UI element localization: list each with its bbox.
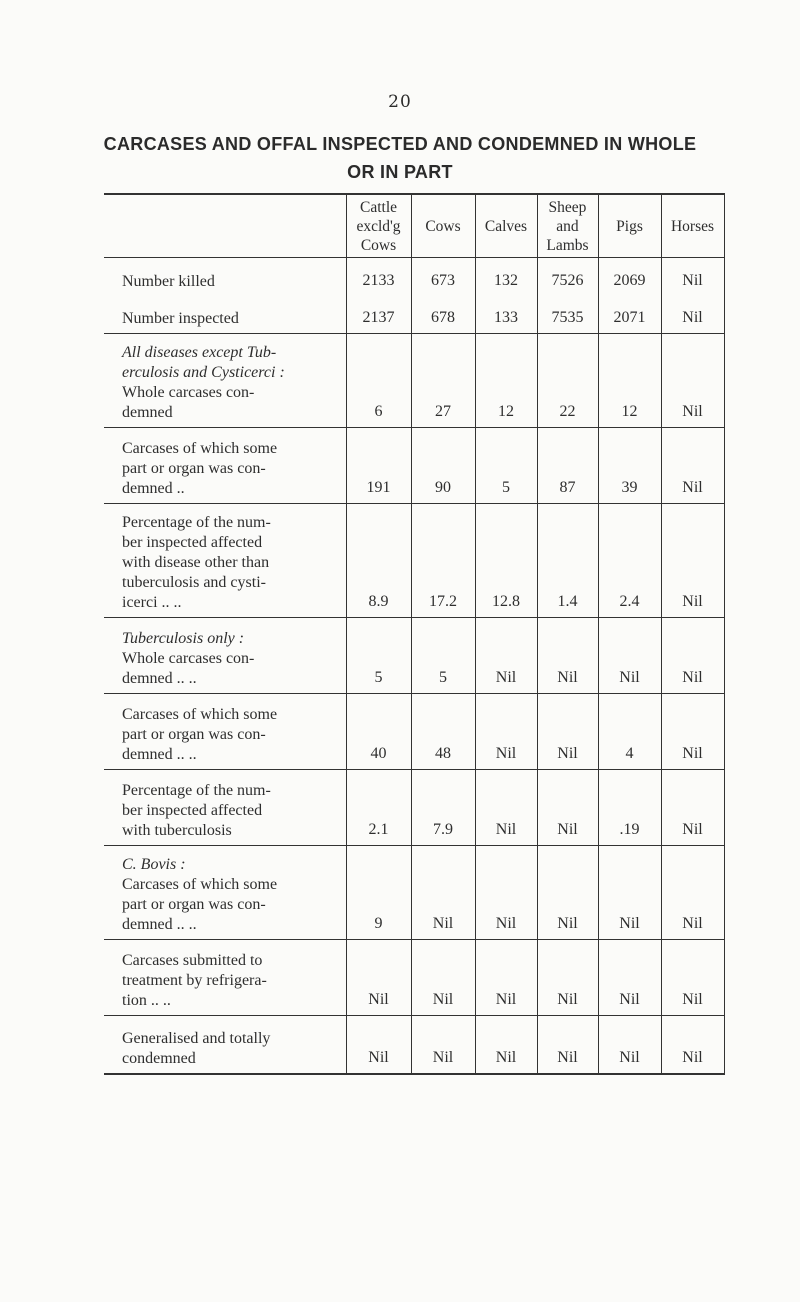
row-label: Percentage of the num- ber inspected affected with disease other than tuberculosis and cysti- icerci .. ..: [104, 504, 346, 618]
table-row: [104, 846, 724, 940]
table-cell: Nil: [411, 1016, 475, 1074]
row-label: Number inspected: [104, 296, 346, 334]
row-label: Generalised and totally condemned: [104, 1016, 346, 1074]
table-row: [104, 770, 724, 846]
row-label: C. Bovis : Carcases of which some part or organ was con- demned .. ..: [104, 846, 346, 940]
table-cell: 132: [475, 258, 537, 296]
table-cell: Nil: [475, 618, 537, 694]
table-cell: Nil: [475, 694, 537, 770]
table-cell: Nil: [661, 770, 724, 846]
row-label: Carcases submitted to treatment by refrigera- tion .. ..: [104, 940, 346, 1016]
header-blank-cell: [104, 194, 346, 258]
table-cell: Nil: [598, 940, 661, 1016]
row-label: Tuberculosis only : Whole carcases con- demned .. ..: [104, 618, 346, 694]
table-cell: 40: [346, 694, 411, 770]
column-header: Horses: [661, 194, 724, 258]
table-cell: Nil: [346, 1016, 411, 1074]
table-cell: 5: [346, 618, 411, 694]
table-cell: 2071: [598, 296, 661, 334]
table-cell: Nil: [661, 258, 724, 296]
table-cell: Nil: [661, 296, 724, 334]
table-cell: Nil: [537, 846, 598, 940]
table-cell: Nil: [661, 846, 724, 940]
table-cell: Nil: [537, 618, 598, 694]
table-row: [104, 504, 724, 618]
column-header: Cattle excld'g Cows: [346, 194, 411, 258]
table-row: [104, 334, 724, 428]
table-cell: Nil: [661, 940, 724, 1016]
table-row: [104, 296, 724, 334]
table-cell: 8.9: [346, 504, 411, 618]
table-cell: Nil: [537, 770, 598, 846]
table-row: [104, 940, 724, 1016]
table-cell: 133: [475, 296, 537, 334]
table-row: [104, 258, 724, 296]
table-cell: Nil: [598, 1016, 661, 1074]
table-cell: 9: [346, 846, 411, 940]
table-cell: Nil: [661, 334, 724, 428]
table-cell: Nil: [661, 618, 724, 694]
table-cell: Nil: [598, 846, 661, 940]
table-cell: 5: [411, 618, 475, 694]
table-cell: 4: [598, 694, 661, 770]
column-header: Calves: [475, 194, 537, 258]
column-header: Pigs: [598, 194, 661, 258]
table-row: [104, 618, 724, 694]
row-label: Carcases of which some part or organ was con- demned .. ..: [104, 694, 346, 770]
row-label: Number killed: [104, 258, 346, 296]
table-cell: 27: [411, 334, 475, 428]
table-cell: 17.2: [411, 504, 475, 618]
table-cell: Nil: [661, 694, 724, 770]
table-cell: Nil: [661, 1016, 724, 1074]
table-cell: 2069: [598, 258, 661, 296]
header-row: [104, 194, 724, 258]
table-cell: 12.8: [475, 504, 537, 618]
table-cell: Nil: [598, 618, 661, 694]
column-header: Sheep and Lambs: [537, 194, 598, 258]
row-label: All diseases except Tub- erculosis and Cysticerci : Whole carcases con- demned: [104, 334, 346, 428]
row-label: Carcases of which some part or organ was con- demned ..: [104, 428, 346, 504]
row-label: Percentage of the num- ber inspected affected with tuberculosis: [104, 770, 346, 846]
table-cell: 12: [475, 334, 537, 428]
page-title: CARCASES AND OFFAL INSPECTED AND CONDEMNED IN WHOLE OR IN PART: [103, 134, 697, 182]
table-cell: Nil: [661, 428, 724, 504]
table-cell: 2.1: [346, 770, 411, 846]
table-cell: 7526: [537, 258, 598, 296]
page-number: 20: [388, 92, 412, 112]
table-cell: Nil: [475, 940, 537, 1016]
table-cell: 191: [346, 428, 411, 504]
table-cell: Nil: [411, 846, 475, 940]
table-row: [104, 1016, 724, 1074]
table-cell: 1.4: [537, 504, 598, 618]
table-cell: 7.9: [411, 770, 475, 846]
table-row: [104, 428, 724, 504]
table-cell: 673: [411, 258, 475, 296]
table-cell: 87: [537, 428, 598, 504]
table-cell: 2.4: [598, 504, 661, 618]
table-cell: 7535: [537, 296, 598, 334]
table-cell: 2137: [346, 296, 411, 334]
inspection-table: [104, 193, 725, 1075]
column-header: Cows: [411, 194, 475, 258]
table-cell: .19: [598, 770, 661, 846]
table-cell: Nil: [537, 940, 598, 1016]
table-cell: 2133: [346, 258, 411, 296]
table-cell: 12: [598, 334, 661, 428]
table-cell: Nil: [537, 694, 598, 770]
table-cell: Nil: [661, 504, 724, 618]
table-body: [104, 258, 724, 1074]
table-cell: 22: [537, 334, 598, 428]
table-cell: 90: [411, 428, 475, 504]
table-cell: 678: [411, 296, 475, 334]
table-cell: Nil: [475, 1016, 537, 1074]
table-cell: 39: [598, 428, 661, 504]
table-cell: 48: [411, 694, 475, 770]
table-cell: 5: [475, 428, 537, 504]
table-cell: Nil: [411, 940, 475, 1016]
table-cell: 6: [346, 334, 411, 428]
table-cell: Nil: [475, 846, 537, 940]
table-row: [104, 694, 724, 770]
table-cell: Nil: [537, 1016, 598, 1074]
table-cell: Nil: [475, 770, 537, 846]
table-cell: Nil: [346, 940, 411, 1016]
